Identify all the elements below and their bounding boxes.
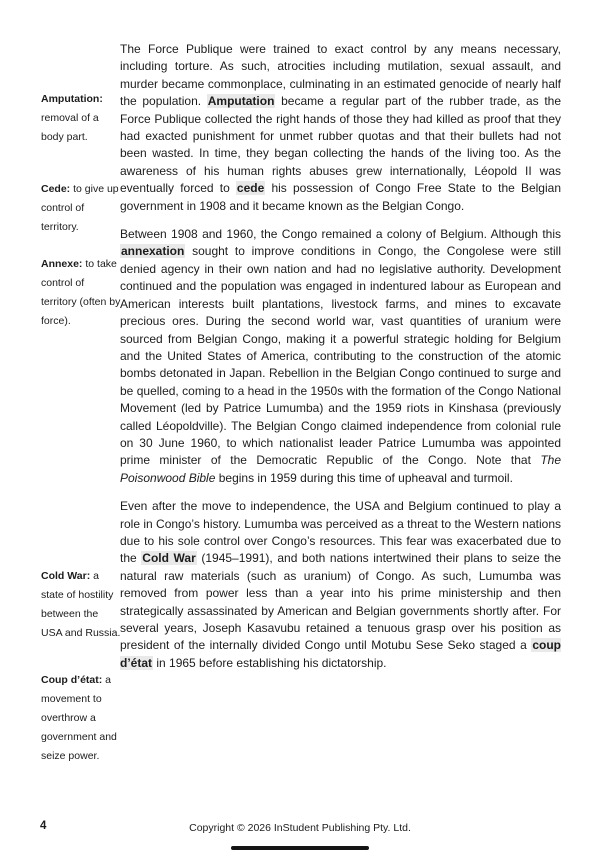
margin-note-coup-detat	[41, 671, 121, 766]
margin-note-cold-war	[41, 567, 121, 643]
paragraph-independence	[120, 498, 561, 672]
text-run: became a regular part of the rubber trade, as the Force Publique collected the right hands of those they had killed as proof that they had exacted punishment for unmet rubber quotas and that their bullets had not been wasted. In time, they began collecting the hands of the living too. As the awareness of his human rights abuses grew internationally, Léopold II was eventually forced to	[120, 94, 562, 196]
glossary-term-highlight: coup d’état	[120, 638, 561, 670]
text-run: The Poisonwood Bible	[120, 453, 561, 485]
text-run: sought to improve conditions in Congo, the Congolese were still denied agency in their own nation and had no legislative authority. Development continued and the population was engaged in indentured labour as European and American interests built plantations, livestock farms, and mines to excavate precious ores. During the second world war, vast quantities of uranium were sourced from Belgian Congo, making it a powerful strategic holding for Belgium and the United States of America, contributing to the construction of the atomic bombs detonated in Japan. Rebellion in the Belgian Congo continued to surge and be quelled, coming to a head in the 1950s with the formation of the Congo National Movement (led by Patrice Lumumba) and the 1959 riots in Kinshasa (previously called Léopoldville). The Belgian Congo claimed independence from colonial rule on 30 June 1960, to which nationalist leader Patrice Lumumba was appointed prime minister of the Democratic Republic of the Congo. Note that	[120, 244, 561, 468]
text-run: in 1965 before establishing his dictatorship.	[153, 655, 387, 670]
margin-note-annexe	[41, 255, 121, 331]
margin-note-term: Coup d’état:	[41, 674, 103, 686]
margin-note-definition: a movement to overthrow a government and seize power.	[41, 674, 117, 762]
text-run: his possession of Congo Free State to the Belgian government in 1908 and it became known as the Belgian Congo.	[120, 181, 561, 213]
paragraph-belgian-congo	[120, 226, 561, 487]
glossary-term-highlight: Cold War	[142, 551, 196, 566]
glossary-term-highlight: Amputation	[207, 94, 275, 109]
glossary-term-highlight: cede	[236, 181, 265, 196]
margin-note-term: Cold War:	[41, 570, 91, 582]
home-indicator[interactable]	[231, 846, 369, 850]
margin-note-cede	[41, 180, 121, 237]
margin-note-amputation	[41, 90, 121, 147]
margin-note-term: Amputation:	[41, 93, 103, 105]
copyright-text: Copyright © 2026 InStudent Publishing Pty. Ltd.	[189, 822, 411, 834]
paragraph-force-publique	[120, 41, 561, 215]
text-run: The Force Publique were trained to exact control by any means necessary, including torture. As such, atrocities including mutilation, sexual assault, and murder became commonplace, culminating in an estimated genocide of nearly half the population.	[120, 42, 561, 109]
text-run: begins in 1959 during this time of upheaval and turmoil.	[215, 470, 513, 485]
page-number: 4	[40, 820, 47, 832]
margin-note-definition: a state of hostility between the USA and Russia.	[41, 570, 121, 639]
margin-note-definition: removal of a body part.	[41, 112, 99, 143]
margin-note-term: Annexe:	[41, 258, 83, 270]
text-run: Between 1908 and 1960, the Congo remained a colony of Belgium. Although this	[120, 227, 561, 242]
margin-note-definition: to take control of territory (often by force).	[41, 258, 121, 327]
text-run: Even after the move to independence, the USA and Belgium continued to play a role in Congo’s history. Lumumba was perceived as a threat to the Western nations due to his sole control over Congo’s resources. This fear was exacerbated due to the	[120, 499, 561, 566]
margin-note-term: Cede:	[41, 183, 71, 195]
text-run: (1945–1991), and both nations intertwined their plans to seize the natural raw materials (such as uranium) of Congo. As such, Lumumba was removed from power less than a year into his prime ministership and then strategically assassinated by American and Belgian governments shortly after. For several years, Joseph Kasavubu retained a tenuous grasp over his position as president of the internally divided Congo until Motubu Sese Seko staged a	[120, 551, 561, 653]
glossary-term-highlight: annexation	[121, 244, 185, 259]
margin-note-definition: to give up control of territory.	[41, 183, 119, 233]
main-text-column	[120, 41, 561, 683]
